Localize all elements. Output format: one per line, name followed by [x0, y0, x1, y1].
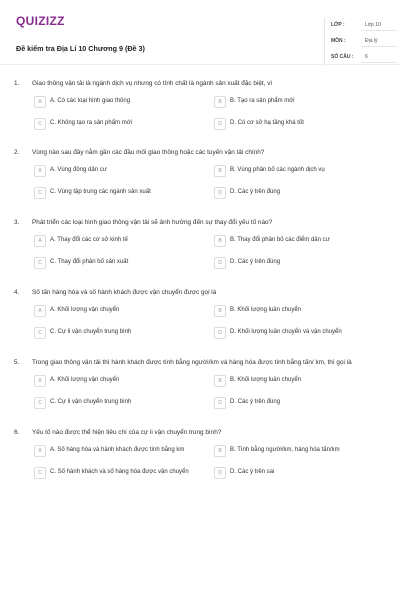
meta-value: Địa lý: [365, 38, 378, 44]
option-text: C. Cự li vận chuyển trung bình: [50, 329, 132, 335]
option-c[interactable]: [34, 257, 202, 269]
option-text: D. Các ý trên đúng: [230, 189, 281, 195]
option-d[interactable]: [214, 187, 382, 199]
option-letter-box: C: [34, 118, 46, 130]
quizizz-logo: QUIZIZZ: [16, 14, 65, 28]
question-number: 5.: [14, 359, 20, 366]
option-a[interactable]: [34, 165, 202, 177]
option-text: B. Khối lượng luân chuyển: [230, 377, 301, 383]
option-a[interactable]: [34, 96, 202, 108]
option-b[interactable]: [214, 235, 382, 247]
option-letter-box: C: [34, 467, 46, 479]
question-1: [14, 80, 386, 140]
option-text: A. Số hàng hóa và hành khách được tính bằng km: [50, 447, 185, 453]
question-number: 6.: [14, 429, 20, 436]
option-text: D. Các ý trên đúng: [230, 399, 281, 405]
option-text: B. Tạo ra sản phẩm mới: [230, 98, 295, 104]
option-b[interactable]: [214, 375, 382, 387]
option-letter-box: D: [214, 397, 226, 409]
option-letter-box: B: [214, 445, 226, 457]
question-text: Phát triển các loại hình giao thông vận tải sẽ ảnh hưởng đến sự thay đổi yếu tố nào?: [32, 219, 273, 226]
option-text: D. Có cơ sở hạ tầng khá tốt: [230, 120, 304, 126]
option-a[interactable]: [34, 305, 202, 317]
option-text: B. Thay đổi phân bố các điểm dân cư: [230, 237, 330, 243]
option-letter-box: B: [214, 305, 226, 317]
question-number: 4.: [14, 289, 20, 296]
option-text: D. Các ý trên sai: [230, 469, 275, 475]
option-text: A. Khối lượng vận chuyển: [50, 377, 120, 383]
question-4: [14, 289, 386, 349]
option-letter-box: A: [34, 375, 46, 387]
option-d[interactable]: [214, 327, 382, 339]
meta-key: MÔN :: [331, 38, 346, 44]
option-letter-box: D: [214, 467, 226, 479]
option-text: A. Khối lượng vận chuyển: [50, 307, 120, 313]
option-d[interactable]: [214, 118, 382, 130]
question-3: [14, 219, 386, 279]
meta-row-class: [325, 18, 397, 34]
worksheet-title: Đề kiểm tra Địa Lí 10 Chương 9 (Đề 3): [16, 44, 145, 53]
question-text: Số tấn hàng hóa và số hành khách được vận chuyển được gọi là: [32, 289, 217, 296]
option-b[interactable]: [214, 165, 382, 177]
option-text: A. Vùng đông dân cư: [50, 167, 107, 173]
option-a[interactable]: [34, 235, 202, 247]
option-c[interactable]: [34, 397, 202, 409]
option-letter-box: B: [214, 375, 226, 387]
meta-value: Lớp 10: [365, 22, 381, 28]
question-number: 3.: [14, 219, 20, 226]
option-c[interactable]: [34, 118, 202, 130]
option-b[interactable]: [214, 445, 382, 457]
meta-key: SỐ CÂU :: [331, 54, 354, 60]
option-letter-box: D: [214, 118, 226, 130]
option-text: B. Tính bằng người/km, hàng hóa tấn/km: [230, 447, 340, 453]
meta-value: 6: [365, 54, 368, 60]
option-letter-box: C: [34, 327, 46, 339]
option-letter-box: A: [34, 165, 46, 177]
meta-key: LỚP :: [331, 22, 345, 28]
option-letter-box: D: [214, 257, 226, 269]
option-a[interactable]: [34, 375, 202, 387]
option-text: C. Không tạo ra sản phẩm mới: [50, 120, 132, 126]
option-c[interactable]: [34, 467, 202, 479]
question-5: [14, 359, 386, 419]
question-number: 2.: [14, 149, 20, 156]
option-letter-box: B: [214, 235, 226, 247]
question-2: [14, 149, 386, 209]
option-letter-box: A: [34, 235, 46, 247]
worksheet-header: [14, 12, 386, 62]
meta-panel: [324, 18, 397, 66]
option-text: C. Cự li vận chuyển trung bình: [50, 399, 132, 405]
option-text: D. Các ý trên đúng: [230, 259, 281, 265]
meta-underline: [361, 62, 397, 63]
option-b[interactable]: [214, 305, 382, 317]
meta-underline: [361, 46, 397, 47]
option-letter-box: B: [214, 165, 226, 177]
question-number: 1.: [14, 80, 20, 87]
option-d[interactable]: [214, 397, 382, 409]
option-letter-box: D: [214, 187, 226, 199]
option-text: C. Thay đổi phân bố sản xuất: [50, 259, 129, 265]
option-text: B. Vùng phân bố các ngành dịch vụ: [230, 167, 325, 173]
option-text: B. Khối lượng luân chuyển: [230, 307, 301, 313]
option-text: C. Vùng tập trung các ngành sản xuất: [50, 189, 151, 195]
option-text: D. Khối lượng luân chuyển và vận chuyển: [230, 329, 342, 335]
option-letter-box: A: [34, 445, 46, 457]
option-text: A. Thay đổi các cơ sở kinh tế: [50, 237, 128, 243]
meta-row-subject: [325, 34, 397, 50]
question-6: [14, 429, 386, 489]
option-letter-box: B: [214, 96, 226, 108]
option-letter-box: C: [34, 397, 46, 409]
question-text: Trong giao thông vận tải thì hành khách được tính bằng người/km và hàng hóa được tính bằng tấn/ km, thì gọi là: [32, 359, 352, 366]
question-text: Yếu tố nào được thể hiện tiêu chí của cự li vận chuyển trung bình?: [32, 429, 222, 436]
option-letter-box: C: [34, 257, 46, 269]
option-text: C. Số hành khách và số hàng hóa được vận chuyển: [50, 469, 189, 475]
meta-underline: [361, 30, 397, 31]
option-letter-box: D: [214, 327, 226, 339]
option-letter-box: A: [34, 305, 46, 317]
option-c[interactable]: [34, 187, 202, 199]
option-b[interactable]: [214, 96, 382, 108]
option-c[interactable]: [34, 327, 202, 339]
option-letter-box: C: [34, 187, 46, 199]
option-d[interactable]: [214, 467, 382, 479]
question-text: Vùng nào sau đây nằm gần các đầu mối giao thông hoặc các tuyến vận tải chính?: [32, 149, 265, 156]
option-letter-box: A: [34, 96, 46, 108]
header-divider: [0, 64, 400, 65]
option-text: A. Có các loại hình giao thông: [50, 98, 131, 104]
question-text: Giao thông vận tải là ngành dịch vụ nhưng có tính chất là ngành sản xuất đặc biệt, vì: [32, 80, 273, 87]
option-a[interactable]: [34, 445, 202, 457]
option-d[interactable]: [214, 257, 382, 269]
